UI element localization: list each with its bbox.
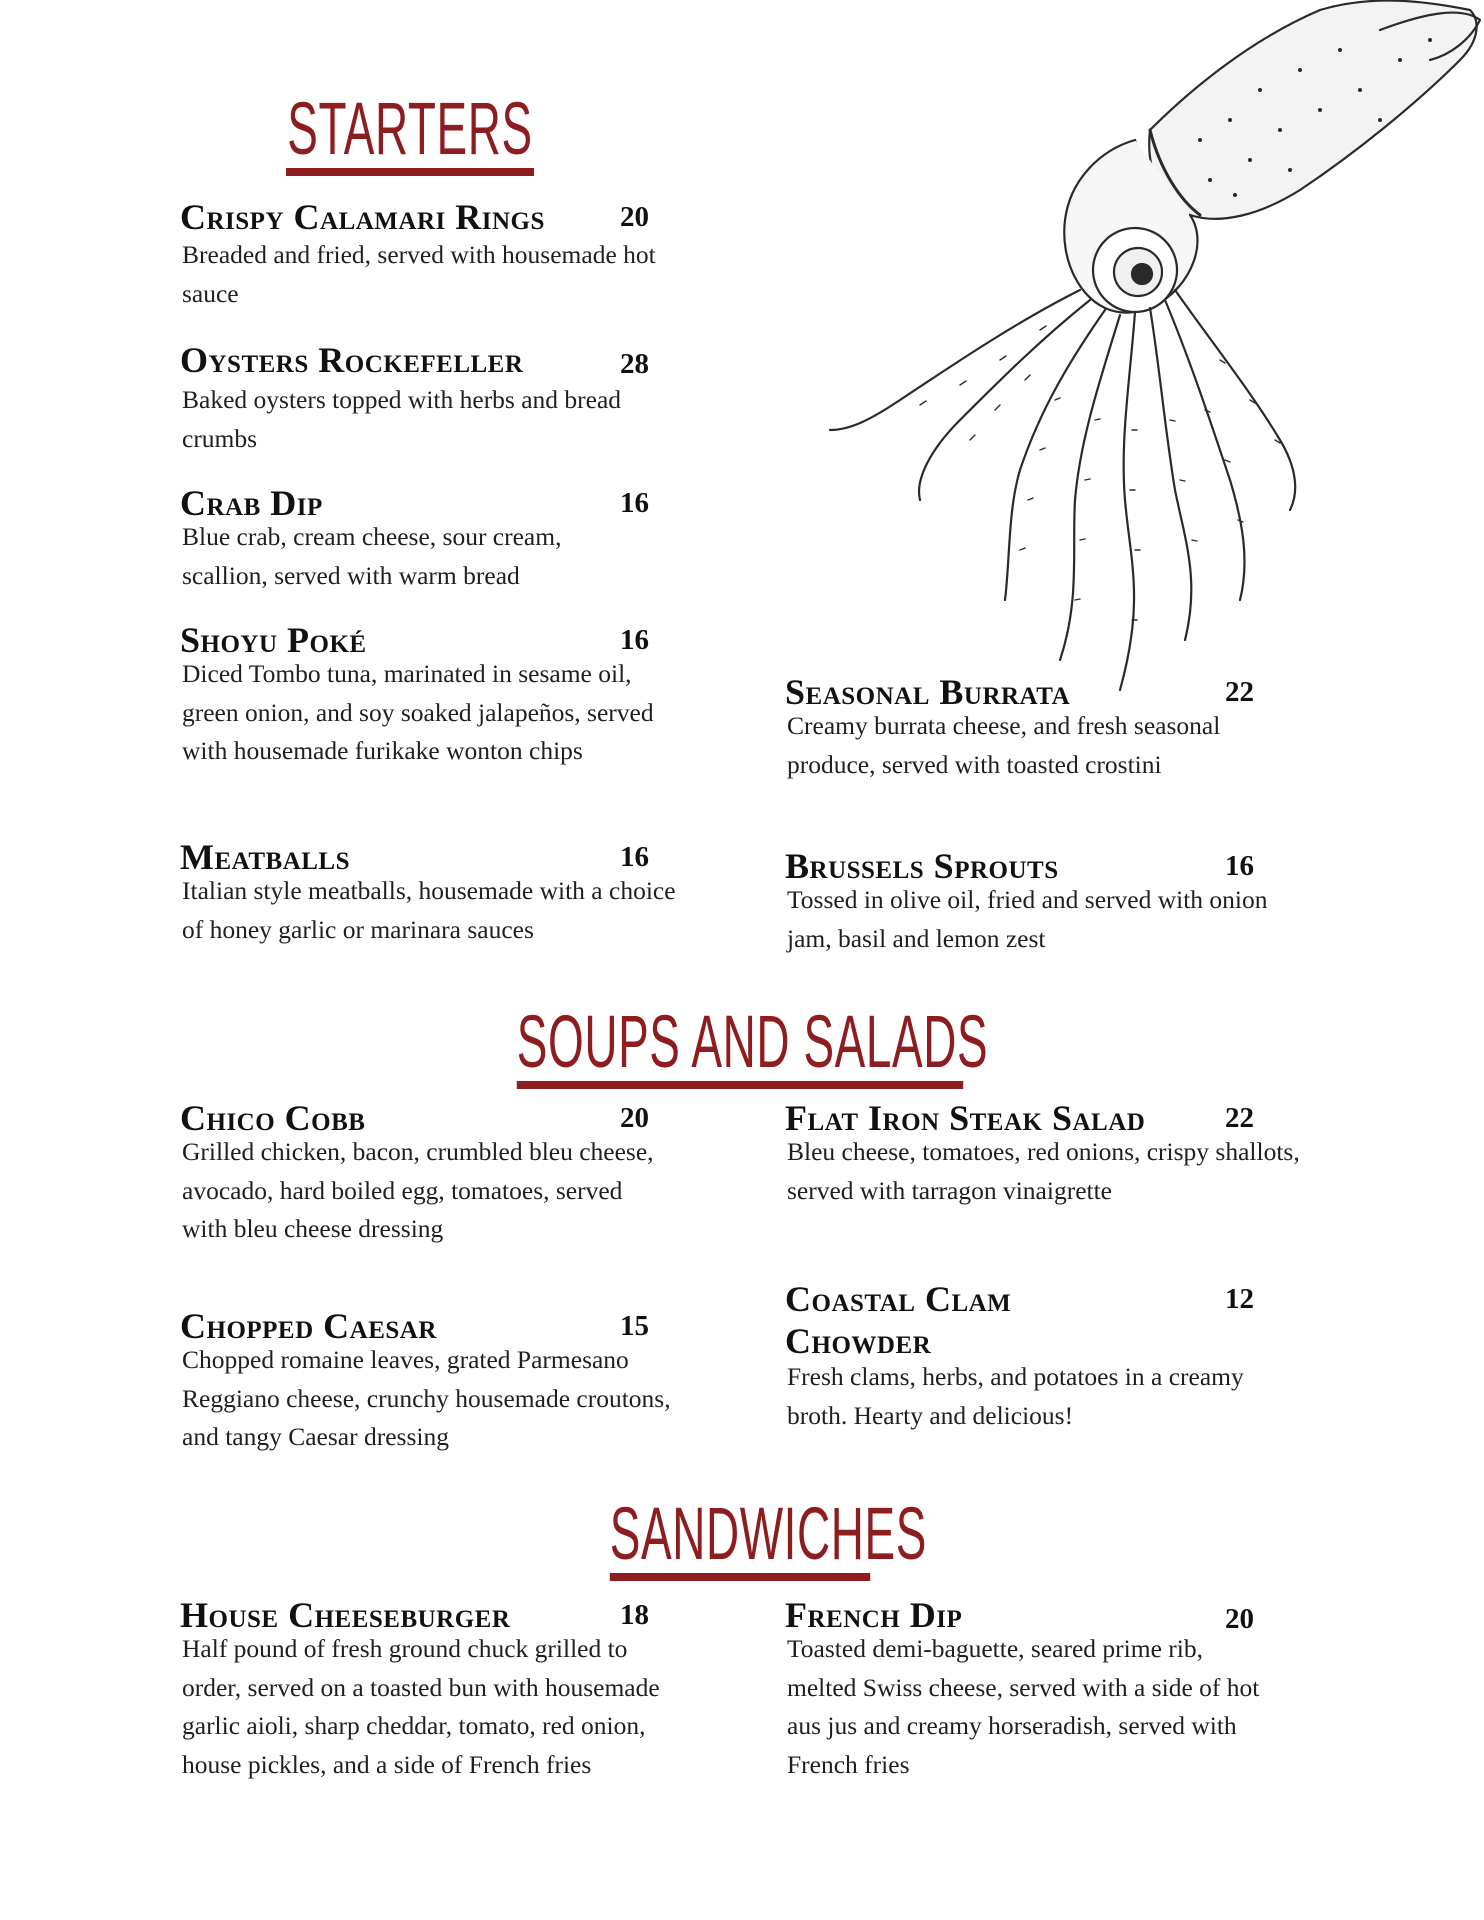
- item-name: Shoyu Poké: [180, 620, 367, 660]
- item-price: 18: [620, 1599, 649, 1631]
- section-title-sandwiches: SANDWICHES: [610, 1497, 870, 1581]
- item-name: French Dip: [785, 1595, 963, 1635]
- menu-item: [180, 1097, 700, 1287]
- item-desc: Breaded and fried, served with housemade hot sauce: [182, 240, 656, 308]
- item-name: Chico Cobb: [180, 1098, 366, 1138]
- item-desc: Blue crab, cream cheese, sour cream, scallion, served with warm bread: [182, 522, 562, 590]
- menu-item: [785, 1278, 1305, 1438]
- menu-item: [180, 1305, 700, 1495]
- item-price: 22: [1225, 1102, 1254, 1134]
- menu-item: [785, 1097, 1305, 1217]
- menu-item: [180, 1594, 700, 1814]
- menu-item: [180, 482, 700, 602]
- item-desc: Diced Tombo tuna, marinated in sesame oil, green onion, and soy soaked jalapeños, served with housemade furikake wonton chips: [182, 659, 654, 765]
- item-name: Flat Iron Steak Salad: [785, 1098, 1146, 1138]
- item-name: Brussels Sprouts: [785, 846, 1059, 886]
- item-name: House Cheeseburger: [180, 1595, 511, 1635]
- item-desc: Grilled chicken, bacon, crumbled bleu cheese, avocado, hard boiled egg, tomatoes, served with bleu cheese dressing: [182, 1137, 654, 1243]
- item-price: 20: [1225, 1603, 1254, 1635]
- menu-item: [180, 836, 700, 956]
- item-price: 28: [620, 348, 649, 380]
- item-price: 16: [620, 624, 649, 656]
- item-name: Seasonal Burrata: [785, 672, 1071, 712]
- section-title-starters: STARTERS: [286, 92, 534, 176]
- item-desc: Bleu cheese, tomatoes, red onions, crispy shallots, served with tarragon vinaigrette: [787, 1137, 1300, 1205]
- item-desc: Tossed in olive oil, fried and served with onion jam, basil and lemon zest: [787, 885, 1268, 953]
- menu-item: [180, 339, 700, 459]
- item-price: 22: [1225, 676, 1254, 708]
- menu-item: [785, 845, 1305, 965]
- item-desc: Chopped romaine leaves, grated Parmesano Reggiano cheese, crunchy housemade croutons, and tangy Caesar dressing: [182, 1345, 671, 1451]
- item-price: 15: [620, 1310, 649, 1342]
- item-desc: Baked oysters topped with herbs and bread crumbs: [182, 385, 622, 453]
- item-name: Chopped Caesar: [180, 1306, 437, 1346]
- section-title-soups-and-salads: SOUPS AND SALADS: [517, 1005, 963, 1089]
- item-desc: Half pound of fresh ground chuck grilled to order, served on a toasted bun with housemade garlic aioli, sharp cheddar, tomato, red onion, house pickles, and a side of French fries: [182, 1634, 660, 1779]
- item-desc: Toasted demi-baguette, seared prime rib, melted Swiss cheese, served with a side of hot aus jus and creamy horseradish, served with French fries: [787, 1634, 1260, 1779]
- item-price: 20: [620, 1102, 649, 1134]
- item-price: 16: [1225, 850, 1254, 882]
- item-price: 12: [1225, 1283, 1254, 1315]
- item-name: Meatballs: [180, 837, 351, 877]
- item-desc: Italian style meatballs, housemade with a choice of honey garlic or marinara sauces: [182, 876, 676, 944]
- menu-item: [785, 671, 1305, 821]
- item-price: 16: [620, 487, 649, 519]
- menu-item: [785, 1594, 1305, 1779]
- item-desc: Creamy burrata cheese, and fresh seasonal produce, served with toasted crostini: [787, 711, 1221, 779]
- item-price: 16: [620, 841, 649, 873]
- item-name: Coastal Clam Chowder: [785, 1279, 1012, 1361]
- item-name: Crispy Calamari Rings: [180, 197, 545, 237]
- item-name: Oysters Rockefeller: [180, 340, 524, 380]
- squid-illustration-icon: [780, 0, 1484, 720]
- item-price: 20: [620, 201, 649, 233]
- menu-item: [180, 196, 700, 316]
- menu-item: [180, 619, 700, 809]
- item-desc: Fresh clams, herbs, and potatoes in a creamy broth. Hearty and delicious!: [787, 1362, 1244, 1430]
- item-name: Crab Dip: [180, 483, 323, 523]
